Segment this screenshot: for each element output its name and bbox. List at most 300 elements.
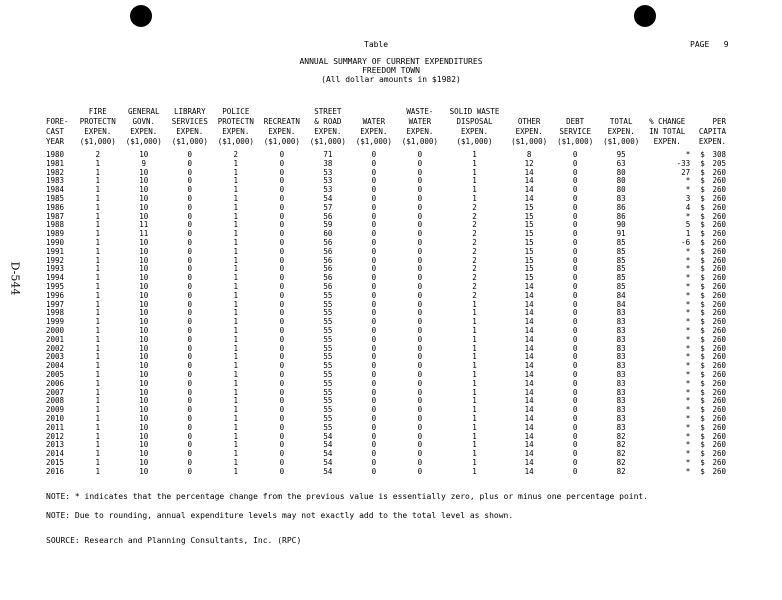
value-cell: 0 bbox=[371, 387, 377, 397]
value-cell: 0 bbox=[417, 220, 423, 230]
column-header-cell: ($1,000) bbox=[171, 137, 208, 146]
year-cell: 2000 bbox=[46, 325, 65, 335]
column-header-cell: WATER bbox=[362, 117, 386, 126]
value-cell: 83 bbox=[616, 405, 626, 415]
value-cell: 260 bbox=[712, 176, 726, 186]
dollar-sign-cell: $ bbox=[700, 369, 705, 379]
value-cell: 1 bbox=[95, 220, 101, 230]
column-header-cell: EXPEN. bbox=[84, 127, 112, 136]
value-cell: 0 bbox=[371, 308, 377, 318]
dollar-sign-cell: $ bbox=[700, 246, 705, 256]
value-cell: 10 bbox=[139, 449, 149, 459]
year-cell: 1994 bbox=[46, 273, 65, 283]
dollar-sign-cell: $ bbox=[700, 405, 705, 415]
dollar-sign-cell: $ bbox=[700, 325, 705, 335]
value-cell: 0 bbox=[572, 237, 578, 247]
value-cell: 1 bbox=[233, 299, 239, 309]
column-header-cell: GOVN. bbox=[132, 117, 156, 126]
value-cell: 0 bbox=[417, 440, 423, 450]
value-cell: 0 bbox=[417, 457, 423, 467]
value-cell: 55 bbox=[323, 299, 333, 309]
value-cell: 10 bbox=[139, 211, 149, 221]
value-cell: * bbox=[685, 334, 691, 344]
value-cell: 0 bbox=[279, 361, 285, 371]
value-cell: 14 bbox=[524, 317, 534, 327]
value-cell: 80 bbox=[616, 185, 626, 195]
value-cell: 1 bbox=[233, 378, 239, 388]
value-cell: 10 bbox=[139, 150, 149, 159]
value-cell: 0 bbox=[417, 211, 423, 221]
value-cell: 10 bbox=[139, 334, 149, 344]
value-cell: 4 bbox=[685, 202, 691, 212]
value-cell: 8 bbox=[526, 150, 532, 159]
column-header-cell: WATER bbox=[408, 117, 432, 126]
value-cell: 15 bbox=[524, 220, 534, 230]
value-cell: 14 bbox=[524, 369, 534, 379]
value-cell: 0 bbox=[417, 150, 423, 159]
value-cell: 10 bbox=[139, 422, 149, 432]
year-cell: 2005 bbox=[46, 369, 65, 379]
value-cell: * bbox=[685, 308, 691, 318]
value-cell: 0 bbox=[371, 334, 377, 344]
table-title bbox=[0, 57, 782, 84]
value-cell: 83 bbox=[616, 378, 626, 388]
value-cell: 2 bbox=[472, 237, 477, 247]
value-cell: 260 bbox=[712, 317, 726, 327]
year-cell: 1991 bbox=[46, 246, 65, 256]
value-cell: 27 bbox=[681, 167, 691, 177]
value-cell: 14 bbox=[524, 185, 534, 195]
value-cell: 1 bbox=[95, 264, 101, 274]
dollar-sign-cell: $ bbox=[700, 185, 705, 195]
value-cell: 0 bbox=[417, 255, 423, 265]
value-cell: 82 bbox=[616, 440, 626, 450]
value-cell: 0 bbox=[279, 237, 285, 247]
value-cell: 14 bbox=[524, 413, 534, 423]
value-cell: 0 bbox=[187, 255, 193, 265]
value-cell: 0 bbox=[572, 229, 578, 239]
value-cell: 0 bbox=[417, 167, 423, 177]
value-cell: 1 bbox=[472, 378, 477, 388]
value-cell: 15 bbox=[524, 202, 534, 212]
value-cell: 82 bbox=[616, 449, 626, 459]
value-cell: 0 bbox=[279, 431, 285, 441]
value-cell: 0 bbox=[572, 176, 578, 186]
value-cell: 0 bbox=[187, 466, 193, 476]
table-header bbox=[46, 107, 726, 151]
year-cell: 2007 bbox=[46, 387, 65, 397]
title-line-3: (All dollar amounts in $1982) bbox=[321, 75, 461, 84]
column-header-cell: PER bbox=[712, 117, 726, 126]
value-cell: 1 bbox=[95, 237, 101, 247]
column-header-cell: FIRE bbox=[88, 107, 107, 116]
value-cell: 0 bbox=[417, 264, 423, 274]
value-cell: * bbox=[685, 431, 691, 441]
table-row bbox=[46, 468, 726, 477]
value-cell: 55 bbox=[323, 343, 333, 353]
value-cell: 0 bbox=[187, 387, 193, 397]
value-cell: 0 bbox=[371, 325, 377, 335]
value-cell: 82 bbox=[616, 431, 626, 441]
value-cell: 0 bbox=[187, 158, 193, 168]
value-cell: 1 bbox=[233, 281, 239, 291]
value-cell: 10 bbox=[139, 343, 149, 353]
year-cell: 1987 bbox=[46, 211, 65, 221]
value-cell: 1 bbox=[233, 246, 239, 256]
column-header-cell bbox=[690, 107, 726, 117]
value-cell: 1 bbox=[95, 185, 101, 195]
value-cell: 0 bbox=[187, 281, 193, 291]
value-cell: 0 bbox=[572, 317, 578, 327]
value-cell: 1 bbox=[95, 325, 101, 335]
value-cell: 0 bbox=[417, 422, 423, 432]
column-header-cell: EXPEN. bbox=[698, 137, 726, 146]
value-cell: 0 bbox=[371, 220, 377, 230]
column-header-cell: GENERAL bbox=[127, 107, 160, 116]
value-cell: 10 bbox=[139, 193, 149, 203]
value-cell: 0 bbox=[187, 176, 193, 186]
value-cell: 83 bbox=[616, 343, 626, 353]
value-cell: 0 bbox=[371, 255, 377, 265]
header-row bbox=[46, 127, 726, 137]
value-cell: 14 bbox=[524, 387, 534, 397]
value-cell: 260 bbox=[712, 299, 726, 309]
page-label bbox=[690, 40, 729, 49]
value-cell: 55 bbox=[323, 308, 333, 318]
value-cell: 55 bbox=[323, 378, 333, 388]
value-cell: 0 bbox=[572, 449, 578, 459]
value-cell: 0 bbox=[371, 150, 377, 159]
value-cell: 0 bbox=[371, 273, 377, 283]
value-cell: 83 bbox=[616, 334, 626, 344]
column-header-cell: OTHER bbox=[517, 117, 541, 126]
year-cell: 1989 bbox=[46, 229, 65, 239]
column-header-cell: SERVICE bbox=[559, 127, 591, 136]
value-cell: 0 bbox=[417, 193, 423, 203]
value-cell: 83 bbox=[616, 369, 626, 379]
value-cell: 10 bbox=[139, 202, 149, 212]
value-cell: 14 bbox=[524, 361, 534, 371]
value-cell: 0 bbox=[417, 308, 423, 318]
value-cell: 0 bbox=[187, 369, 193, 379]
value-cell: 14 bbox=[524, 176, 534, 186]
value-cell: * bbox=[685, 176, 691, 186]
value-cell: * bbox=[685, 343, 691, 353]
column-header-cell: DEBT bbox=[566, 117, 585, 126]
value-cell: 1 bbox=[472, 176, 477, 186]
value-cell: 14 bbox=[524, 193, 534, 203]
value-cell: * bbox=[685, 273, 691, 283]
value-cell: 0 bbox=[572, 405, 578, 415]
value-cell: 1 bbox=[95, 167, 101, 177]
value-cell: 1 bbox=[95, 352, 101, 362]
value-cell: 1 bbox=[233, 220, 239, 230]
value-cell: 308 bbox=[712, 150, 726, 159]
year-cell: 1986 bbox=[46, 202, 65, 212]
value-cell: 0 bbox=[187, 422, 193, 432]
column-header-cell: SERVICES bbox=[171, 117, 208, 126]
value-cell: 1 bbox=[95, 369, 101, 379]
value-cell: 56 bbox=[323, 255, 333, 265]
value-cell: 1 bbox=[233, 457, 239, 467]
value-cell: 0 bbox=[187, 405, 193, 415]
value-cell: 0 bbox=[187, 264, 193, 274]
value-cell: 0 bbox=[187, 449, 193, 459]
year-cell: 1982 bbox=[46, 167, 65, 177]
title-line-1: ANNUAL SUMMARY OF CURRENT EXPENDITURES bbox=[299, 57, 483, 66]
dollar-sign-cell: $ bbox=[700, 281, 705, 291]
value-cell: 0 bbox=[187, 308, 193, 318]
value-cell: 1 bbox=[95, 211, 101, 221]
value-cell: 260 bbox=[712, 237, 726, 247]
value-cell: 0 bbox=[187, 325, 193, 335]
value-cell: 14 bbox=[524, 440, 534, 450]
value-cell: 14 bbox=[524, 352, 534, 362]
value-cell: 0 bbox=[572, 378, 578, 388]
value-cell: 0 bbox=[417, 413, 423, 423]
value-cell: 10 bbox=[139, 281, 149, 291]
dollar-sign-cell: $ bbox=[700, 317, 705, 327]
value-cell: 15 bbox=[524, 264, 534, 274]
column-header-cell: ($1,000) bbox=[401, 137, 438, 146]
year-cell: 2004 bbox=[46, 361, 65, 371]
value-cell: 1 bbox=[472, 440, 477, 450]
value-cell: 1 bbox=[233, 255, 239, 265]
value-cell: 10 bbox=[139, 431, 149, 441]
value-cell: 0 bbox=[417, 343, 423, 353]
table-label: Table bbox=[364, 40, 389, 49]
dollar-sign-cell: $ bbox=[700, 352, 705, 362]
value-cell: 11 bbox=[139, 229, 149, 239]
value-cell: 0 bbox=[371, 440, 377, 450]
year-cell: 1993 bbox=[46, 264, 65, 274]
value-cell: 55 bbox=[323, 290, 333, 300]
column-header-cell: LIBRARY bbox=[173, 107, 206, 116]
dollar-sign-cell: $ bbox=[700, 264, 705, 274]
value-cell: 14 bbox=[524, 343, 534, 353]
value-cell: 0 bbox=[417, 176, 423, 186]
expenditure-table bbox=[46, 107, 726, 476]
value-cell: -6 bbox=[681, 237, 691, 247]
value-cell: 83 bbox=[616, 308, 626, 318]
value-cell: 53 bbox=[323, 167, 333, 177]
column-header-cell: EXPEN. bbox=[515, 127, 543, 136]
value-cell: 63 bbox=[616, 158, 626, 168]
column-header-cell: CAPITA bbox=[698, 127, 726, 136]
column-header-cell bbox=[506, 107, 552, 117]
dollar-sign-cell: $ bbox=[700, 202, 705, 212]
value-cell: 14 bbox=[524, 405, 534, 415]
value-cell: 83 bbox=[616, 193, 626, 203]
value-cell: 15 bbox=[524, 211, 534, 221]
value-cell: 0 bbox=[279, 413, 285, 423]
value-cell: 1 bbox=[95, 422, 101, 432]
value-cell: 0 bbox=[371, 281, 377, 291]
value-cell: 1 bbox=[95, 440, 101, 450]
page-number: 9 bbox=[723, 40, 729, 49]
value-cell: 0 bbox=[187, 378, 193, 388]
value-cell: 1 bbox=[472, 431, 477, 441]
dollar-sign-cell: $ bbox=[700, 440, 705, 450]
value-cell: 260 bbox=[712, 193, 726, 203]
value-cell: 260 bbox=[712, 325, 726, 335]
value-cell: * bbox=[685, 211, 691, 221]
value-cell: 55 bbox=[323, 405, 333, 415]
value-cell: 0 bbox=[279, 220, 285, 230]
value-cell: 1 bbox=[95, 229, 101, 239]
dollar-sign-cell: $ bbox=[700, 229, 705, 239]
dollar-sign-cell: $ bbox=[700, 167, 705, 177]
column-header-cell bbox=[259, 107, 305, 117]
value-cell: 85 bbox=[616, 237, 626, 247]
value-cell: * bbox=[685, 405, 691, 415]
year-cell: 1988 bbox=[46, 220, 65, 230]
value-cell: 0 bbox=[371, 457, 377, 467]
dollar-sign-cell: $ bbox=[700, 343, 705, 353]
year-cell: 2001 bbox=[46, 334, 65, 344]
value-cell: * bbox=[685, 396, 691, 406]
value-cell: 10 bbox=[139, 387, 149, 397]
value-cell: 0 bbox=[187, 334, 193, 344]
value-cell: 10 bbox=[139, 255, 149, 265]
year-cell: 1992 bbox=[46, 255, 65, 265]
value-cell: 0 bbox=[279, 255, 285, 265]
value-cell: 1 bbox=[472, 308, 477, 318]
column-header-cell: TOTAL bbox=[609, 117, 633, 126]
value-cell: 82 bbox=[616, 457, 626, 467]
value-cell: 14 bbox=[524, 422, 534, 432]
value-cell: 1 bbox=[95, 343, 101, 353]
dollar-sign-cell: $ bbox=[700, 176, 705, 186]
column-header-cell: IN TOTAL bbox=[649, 127, 686, 136]
value-cell: 260 bbox=[712, 422, 726, 432]
value-cell: 1 bbox=[95, 396, 101, 406]
value-cell: 10 bbox=[139, 264, 149, 274]
dollar-sign-cell: $ bbox=[700, 334, 705, 344]
column-header-cell bbox=[644, 107, 690, 117]
value-cell: 260 bbox=[712, 202, 726, 212]
value-cell: 1 bbox=[233, 273, 239, 283]
value-cell: 1 bbox=[685, 229, 691, 239]
value-cell: 55 bbox=[323, 352, 333, 362]
value-cell: * bbox=[685, 449, 691, 459]
value-cell: 0 bbox=[417, 325, 423, 335]
value-cell: 84 bbox=[616, 299, 626, 309]
value-cell: 0 bbox=[371, 211, 377, 221]
value-cell: 0 bbox=[279, 290, 285, 300]
value-cell: 1 bbox=[233, 405, 239, 415]
value-cell: 0 bbox=[417, 352, 423, 362]
value-cell: 1 bbox=[233, 352, 239, 362]
value-cell: 1 bbox=[472, 361, 477, 371]
value-cell: 1 bbox=[472, 457, 477, 467]
header-row bbox=[46, 117, 726, 127]
value-cell: 10 bbox=[139, 466, 149, 476]
value-cell: 10 bbox=[139, 413, 149, 423]
value-cell: 0 bbox=[187, 413, 193, 423]
value-cell: 2 bbox=[472, 281, 477, 291]
value-cell: 10 bbox=[139, 273, 149, 283]
value-cell: 55 bbox=[323, 369, 333, 379]
value-cell: 0 bbox=[417, 431, 423, 441]
dollar-sign-cell: $ bbox=[700, 361, 705, 371]
value-cell: 0 bbox=[371, 185, 377, 195]
value-cell: 0 bbox=[279, 273, 285, 283]
value-cell: 56 bbox=[323, 237, 333, 247]
value-cell: 1 bbox=[233, 449, 239, 459]
value-cell: 85 bbox=[616, 246, 626, 256]
value-cell: 0 bbox=[572, 264, 578, 274]
value-cell: 0 bbox=[417, 273, 423, 283]
value-cell: 0 bbox=[417, 466, 423, 476]
value-cell: 0 bbox=[572, 422, 578, 432]
value-cell: 0 bbox=[187, 317, 193, 327]
column-header-cell: POLICE bbox=[222, 107, 250, 116]
value-cell: 260 bbox=[712, 352, 726, 362]
value-cell: 0 bbox=[371, 343, 377, 353]
value-cell: 0 bbox=[279, 343, 285, 353]
value-cell: 0 bbox=[371, 405, 377, 415]
column-header-cell: EXPEN. bbox=[607, 127, 635, 136]
value-cell: 260 bbox=[712, 413, 726, 423]
value-cell: 2 bbox=[472, 246, 477, 256]
value-cell: 15 bbox=[524, 246, 534, 256]
value-cell: 0 bbox=[279, 185, 285, 195]
value-cell: 0 bbox=[572, 369, 578, 379]
column-header-cell: ($1,000) bbox=[309, 137, 346, 146]
value-cell: 0 bbox=[279, 387, 285, 397]
value-cell: 0 bbox=[417, 405, 423, 415]
column-header-cell: EXPEN. bbox=[268, 127, 296, 136]
value-cell: 14 bbox=[524, 449, 534, 459]
value-cell: 205 bbox=[712, 158, 726, 168]
value-cell: 0 bbox=[279, 449, 285, 459]
year-cell: 1998 bbox=[46, 308, 65, 318]
dollar-sign-cell: $ bbox=[700, 273, 705, 283]
column-header-cell: YEAR bbox=[46, 137, 65, 146]
value-cell: 1 bbox=[233, 211, 239, 221]
title-line-2: FREEDOM TOWN bbox=[362, 66, 420, 75]
column-header-cell: EXPEN. bbox=[222, 127, 250, 136]
value-cell: 0 bbox=[187, 193, 193, 203]
column-header-cell: ($1,000) bbox=[79, 137, 116, 146]
value-cell: 0 bbox=[572, 343, 578, 353]
value-cell: 0 bbox=[187, 440, 193, 450]
value-cell: 260 bbox=[712, 255, 726, 265]
value-cell: 10 bbox=[139, 352, 149, 362]
value-cell: 54 bbox=[323, 440, 333, 450]
value-cell: 1 bbox=[95, 273, 101, 283]
value-cell: 0 bbox=[187, 246, 193, 256]
value-cell: 14 bbox=[524, 308, 534, 318]
value-cell: 260 bbox=[712, 220, 726, 230]
value-cell: 1 bbox=[95, 378, 101, 388]
value-cell: 0 bbox=[371, 193, 377, 203]
value-cell: 0 bbox=[279, 378, 285, 388]
value-cell: 1 bbox=[233, 440, 239, 450]
value-cell: 10 bbox=[139, 246, 149, 256]
column-header-cell: ($1,000) bbox=[125, 137, 162, 146]
value-cell: 0 bbox=[572, 290, 578, 300]
value-cell: 260 bbox=[712, 457, 726, 467]
value-cell: 1 bbox=[472, 150, 477, 159]
column-header-cell bbox=[552, 107, 598, 117]
value-cell: 1 bbox=[233, 317, 239, 327]
year-cell: 2008 bbox=[46, 396, 65, 406]
value-cell: 0 bbox=[572, 440, 578, 450]
value-cell: 71 bbox=[323, 150, 333, 159]
value-cell: 5 bbox=[685, 220, 691, 230]
